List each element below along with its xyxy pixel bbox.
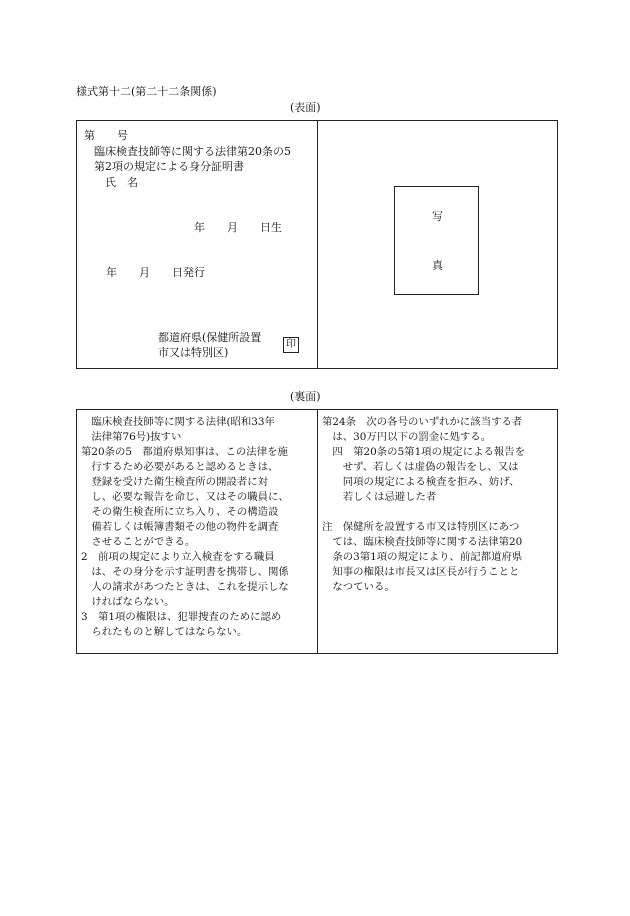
back-side-label: (裏面) [290,390,321,403]
right-excerpt-line: は、30万円以下の罰金に処する。 [322,431,492,443]
left-excerpt-line: 第20条の5 都道府県知事は、この法律を施 [81,446,288,458]
back-divider [317,410,318,653]
right-excerpt-line: 同項の規定による検査を拒み、妨げ、 [322,476,520,488]
issuer-line1: 都道府県(保健所設置 [158,331,262,344]
right-excerpt-line: 条の3第1項の規定により、前記都道府県 [322,551,523,563]
left-excerpt-line: ければならない。 [81,596,175,608]
certificate-title-line2: 第2項の規定による身分証明書 [94,160,244,173]
left-excerpt-line: し、必要な報告を命じ、又はその職員に、 [81,491,289,503]
photo-box [394,186,479,295]
left-excerpt-line: 法律第76号)抜すい [81,431,182,443]
issuer-line2: 市又は特別区) [158,346,229,359]
issue-date: 年 月 日発行 [106,266,205,279]
right-excerpt-line: せず、若しくは虚偽の報告をし、又は [322,461,519,473]
id-card-front [76,120,558,369]
left-excerpt-line: その衛生検査所に立ち入り、その構造設 [81,506,279,518]
front-side-label: (表面) [290,101,321,114]
left-excerpt-line: られたものと解してはならない。 [81,626,248,638]
form-title: 様式第十二(第二十二条関係) [76,85,217,98]
id-card-back [76,409,558,654]
law-excerpt-right [322,415,556,595]
photo-label-char1: 写 [432,210,443,223]
right-excerpt-line: ては、臨床検査技師等に関する法律第20 [322,536,523,548]
left-excerpt-line: は、その身分を示す証明書を携帯し、関係 [81,566,289,578]
left-excerpt-line: させることができる。 [81,536,196,548]
right-excerpt-line: 第24条 次の各号のいずれかに該当する者 [322,416,523,428]
seal-mark: 印 [283,337,299,353]
certificate-title-line1: 臨床検査技師等に関する法律第20条の5 [94,145,291,158]
name-label: 氏 名 [105,176,138,189]
left-excerpt-line: 人の請求があつたときは、これを提示しな [81,581,289,593]
law-excerpt-left [81,415,315,640]
right-excerpt-line: 知事の権限は市長又は区長が行うことと [322,566,520,578]
birth-date: 年 月 日生 [194,221,282,234]
front-divider [317,121,318,368]
left-excerpt-line: 登録を受けた衛生検査所の開設者に対 [81,476,269,488]
photo-label-char2: 真 [432,259,443,272]
right-excerpt-line: 四 第20条の5第1項の規定による報告を [322,446,526,458]
right-excerpt-line: 注 保健所を設置する市又は特別区にあつ [322,521,520,533]
left-excerpt-line: 行するため必要があると認めるときは、 [81,461,279,473]
right-excerpt-line: なつている。 [322,581,395,593]
left-excerpt-line: 臨床検査技師等に関する法律(昭和33年 [81,416,275,428]
left-excerpt-line: 3 第1項の権限は、犯罪捜査のために認め [81,611,282,623]
right-excerpt-line [322,505,556,520]
left-excerpt-line: 備若しくは帳簿書類その他の物件を調査 [81,521,279,533]
number-label: 第 号 [84,129,128,142]
right-excerpt-line: 若しくは忌避した者 [322,491,437,503]
left-excerpt-line: 2 前項の規定により立入検査をする職員 [81,551,275,563]
